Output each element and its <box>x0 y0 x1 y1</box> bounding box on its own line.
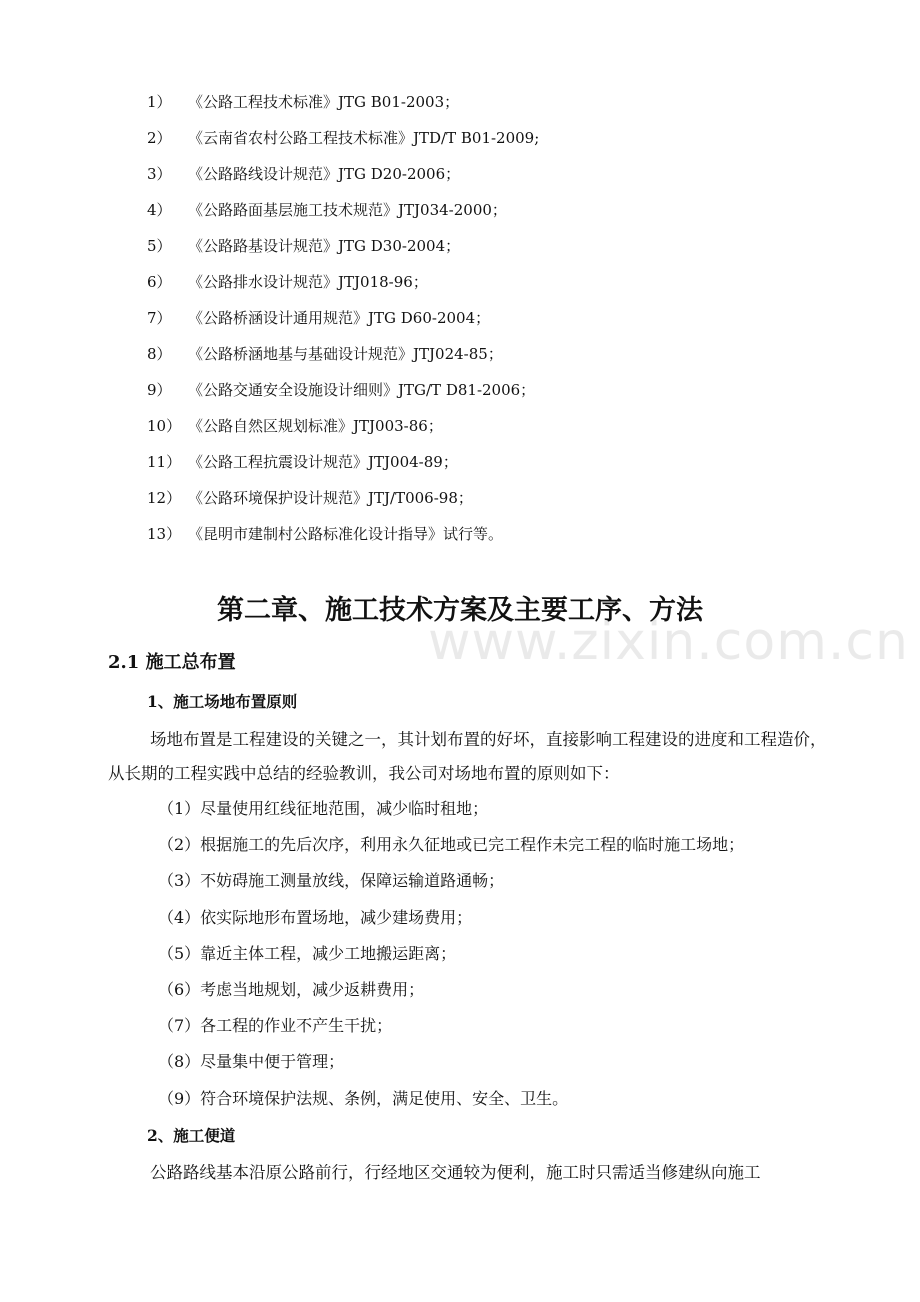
reference-item <box>147 268 847 304</box>
reference-item <box>147 340 847 376</box>
principle-item: （7）各工程的作业不产生干扰； <box>158 1016 393 1036</box>
body-paragraph: 公路路线基本沿原公路前行，行经地区交通较为便利，施工时只需适当修建纵向施工 <box>150 1163 761 1182</box>
reference-text: 《公路路基设计规范》JTG D30-2004； <box>188 237 461 255</box>
principles-list <box>158 794 744 1120</box>
reference-number: 6） <box>147 273 172 291</box>
reference-number: 4） <box>147 201 172 219</box>
reference-item <box>147 232 847 268</box>
reference-number: 1） <box>147 93 172 111</box>
reference-text: 《公路排水设计规范》JTJ018-96； <box>188 273 428 291</box>
reference-number: 10） <box>147 417 182 435</box>
reference-number: 2） <box>147 129 172 147</box>
reference-text: 《公路路面基层施工技术规范》JTJ034-2000； <box>188 201 507 219</box>
reference-text: 《公路桥涵地基与基础设计规范》JTJ024-85； <box>188 345 503 363</box>
reference-text: 《云南省农村公路工程技术标准》JTD/T B01-2009; <box>188 129 540 147</box>
reference-number: 13） <box>147 525 182 543</box>
reference-item <box>147 376 847 412</box>
reference-item <box>147 304 847 340</box>
principle-item: （4）依实际地形布置场地，减少建场费用； <box>158 907 473 927</box>
principle-item: （8）尽量集中便于管理； <box>158 1052 345 1072</box>
reference-item <box>147 520 847 556</box>
reference-number: 7） <box>147 309 172 327</box>
reference-number: 8） <box>147 345 172 363</box>
reference-text: 《公路工程抗震设计规范》JTJ004-89； <box>188 453 458 471</box>
reference-text: 《公路工程技术标准》JTG B01-2003； <box>188 93 460 111</box>
reference-item <box>147 412 847 448</box>
body-paragraph: 场地布置是工程建设的关键之一，其计划布置的好坏，直接影响工程建设的进度和工程造价，从长期的工程实践中总结的经验教训，我公司对场地布置的原则如下： <box>108 730 827 783</box>
reference-list <box>147 88 847 556</box>
subsection-title: 1、施工场地布置原则 <box>147 692 298 711</box>
section-title: 2.1 施工总布置 <box>108 652 236 673</box>
subsection-title: 2、施工便道 <box>147 1126 236 1145</box>
reference-item <box>147 196 847 232</box>
principle-item: （5）靠近主体工程，减少工地搬运距离； <box>158 943 457 963</box>
reference-item <box>147 484 847 520</box>
reference-text: 《公路自然区规划标准》JTJ003-86； <box>188 417 443 435</box>
reference-text: 《公路路线设计规范》JTG D20-2006； <box>188 165 461 183</box>
principle-item: （2）根据施工的先后次序，利用永久征地或已完工程作未完工程的临时施工场地； <box>158 835 745 855</box>
reference-text: 《公路交通安全设施设计细则》JTG/T D81-2006； <box>188 381 536 399</box>
principle-item: （3）不妨碍施工测量放线，保障运输道路通畅； <box>158 871 505 891</box>
reference-item <box>147 124 847 160</box>
reference-item <box>147 160 847 196</box>
reference-number: 3） <box>147 165 172 183</box>
chapter-title: 第二章、施工技术方案及主要工序、方法 <box>217 595 703 626</box>
reference-text: 《公路桥涵设计通用规范》JTG D60-2004； <box>188 309 491 327</box>
reference-number: 11） <box>147 453 182 471</box>
reference-number: 9） <box>147 381 172 399</box>
reference-text: 《昆明市建制村公路标准化设计指导》试行等。 <box>188 525 504 543</box>
principle-item: （9）符合环境保护法规、条例，满足使用、安全、卫生。 <box>158 1088 569 1108</box>
principle-item: （6）考虑当地规划，减少返耕费用； <box>158 979 425 999</box>
reference-item <box>147 448 847 484</box>
reference-text: 《公路环境保护设计规范》JTJ/T006-98； <box>188 489 473 507</box>
principle-item: （1）尽量使用红线征地范围，减少临时租地； <box>158 799 489 818</box>
reference-number: 5） <box>147 237 172 255</box>
reference-number: 12） <box>147 489 182 507</box>
watermark: www.zixin.com.cn <box>428 612 909 672</box>
reference-item <box>147 88 847 124</box>
